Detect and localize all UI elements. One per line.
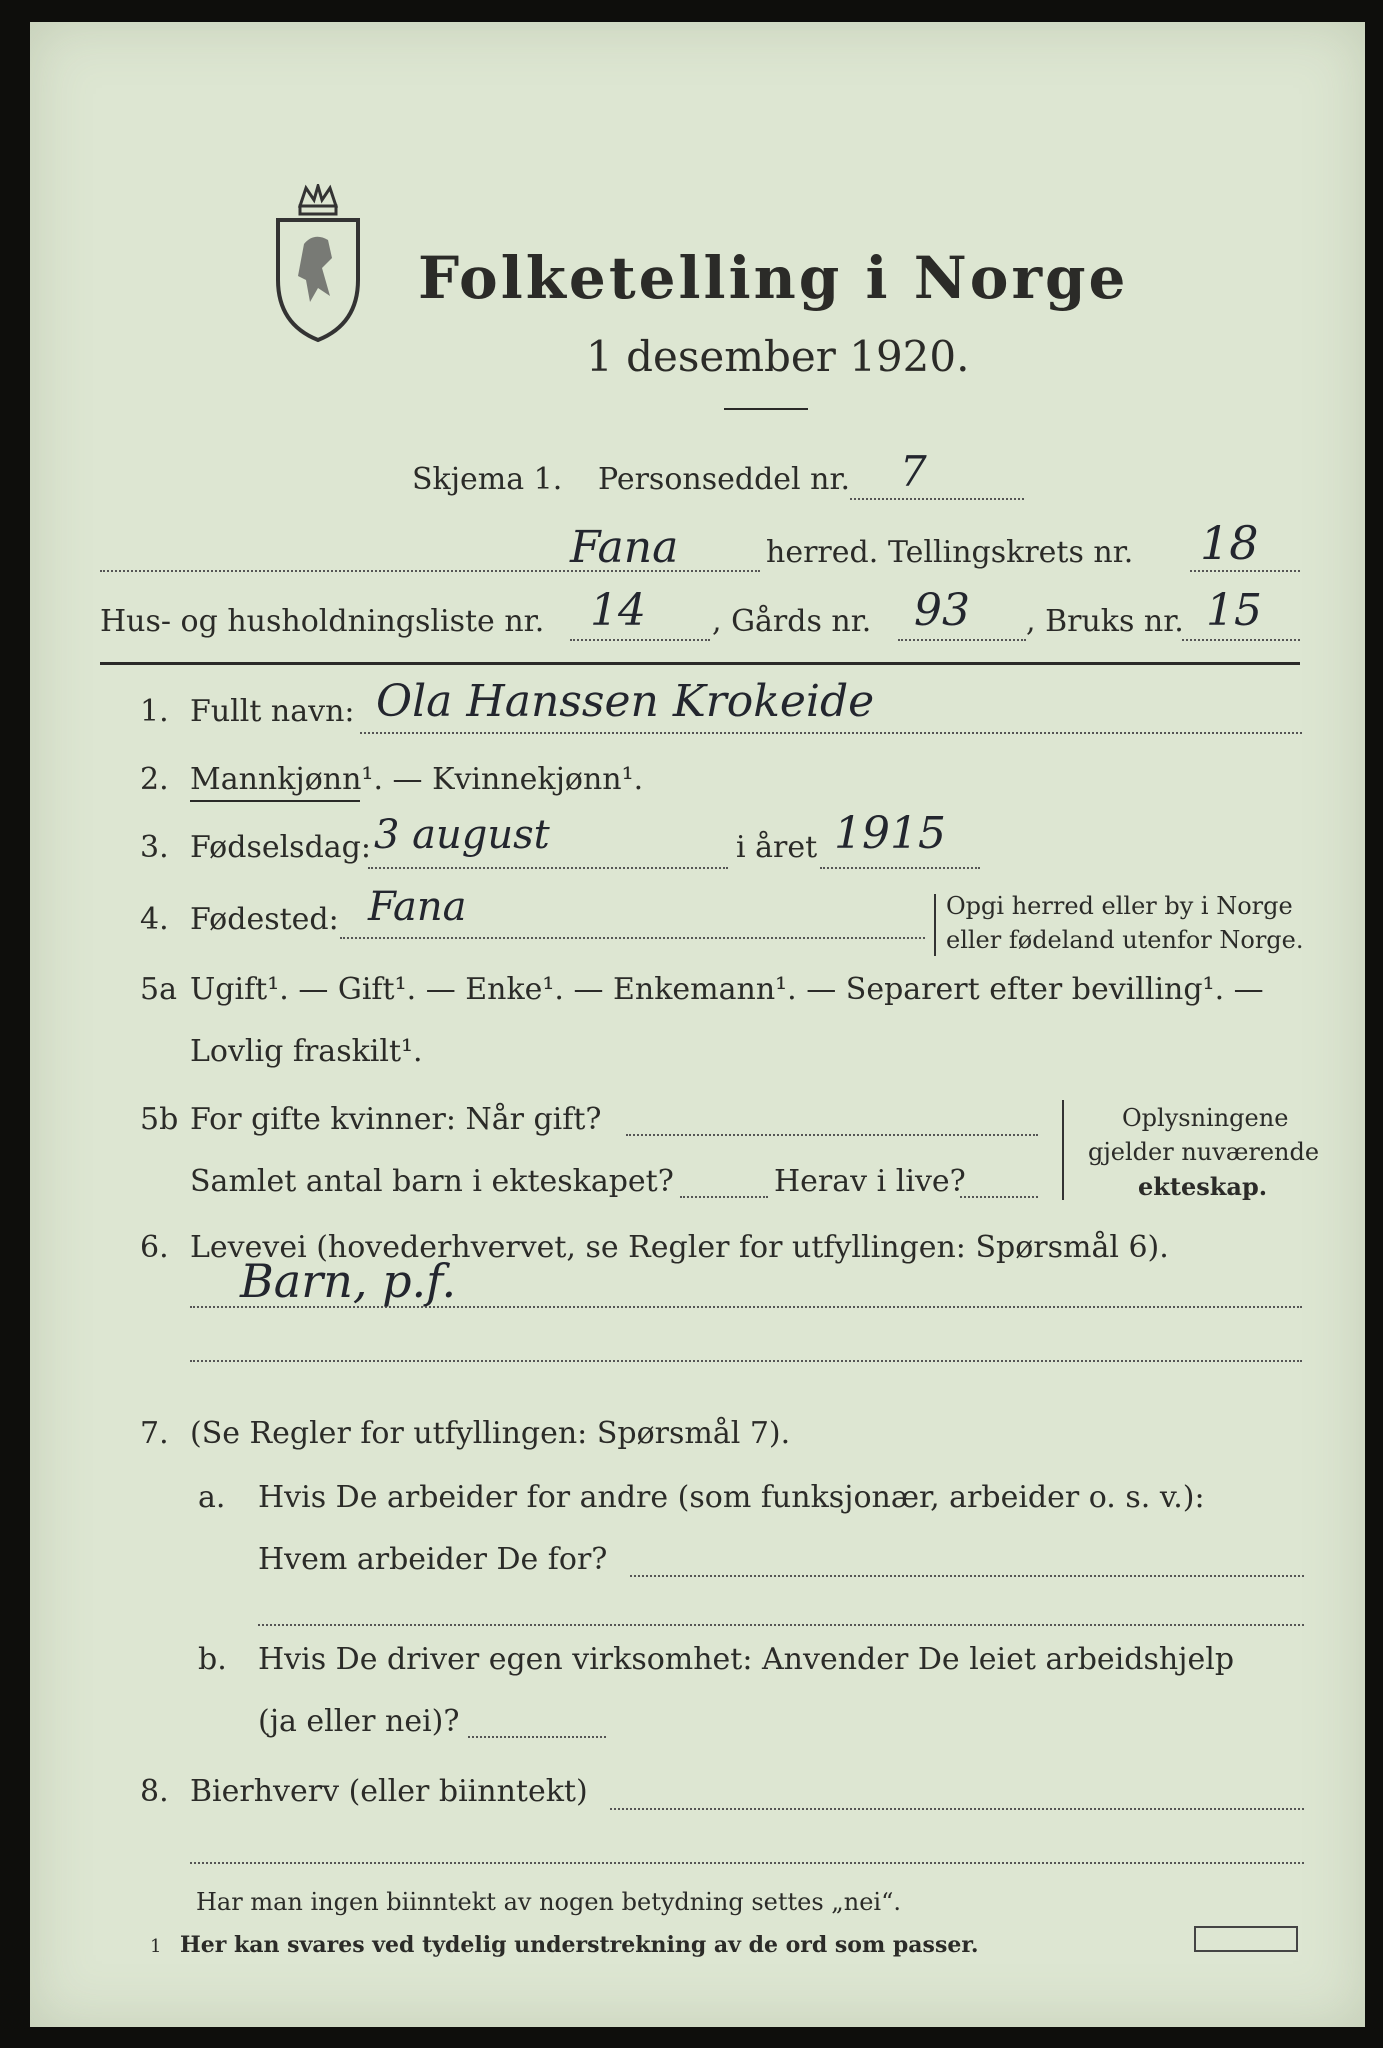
q8-number: 8. bbox=[140, 1774, 169, 1809]
skjema-label: Skjema 1. bbox=[412, 462, 563, 497]
q5a-line1: Ugift¹. — Gift¹. — Enke¹. — Enkemann¹. — Separert efter bevilling¹. — bbox=[190, 972, 1264, 1007]
footnote-text: Her kan svares ved tydelig understrekning av de ord som passer. bbox=[180, 1932, 979, 1958]
q5b-number: 5b bbox=[140, 1102, 179, 1137]
q4-note-brace bbox=[934, 894, 936, 956]
q3-line bbox=[368, 867, 728, 869]
hus-line bbox=[570, 639, 710, 641]
q5b-note2: gjelder nuværende bbox=[1088, 1138, 1320, 1166]
bruks-label: , Bruks nr. bbox=[1026, 604, 1184, 639]
herred-value: Fana bbox=[570, 522, 679, 573]
q2-label: Mannkjønn¹. — Kvinnekjønn¹. bbox=[190, 762, 644, 797]
header-rule bbox=[100, 662, 1300, 665]
children-count-line bbox=[680, 1196, 768, 1198]
bruks-line bbox=[1182, 639, 1300, 641]
year-line bbox=[820, 867, 980, 869]
q7b-number: b. bbox=[198, 1642, 227, 1677]
footnote-mark: 1 bbox=[150, 1936, 162, 1957]
q4-note-line1: Opgi herred eller by i Norge bbox=[946, 892, 1293, 920]
birth-year-value: 1915 bbox=[834, 808, 946, 859]
secondary-income-line2 bbox=[190, 1862, 1304, 1864]
q8-label: Bierhverv (eller biinntekt) bbox=[190, 1774, 588, 1809]
tellingskrets-line bbox=[1190, 570, 1300, 572]
q7-label: (Se Regler for utfyllingen: Spørsmål 7). bbox=[190, 1416, 791, 1451]
q5b-line2b: Herav i live? bbox=[774, 1164, 966, 1199]
personseddel-label: Personseddel nr. bbox=[598, 462, 851, 497]
q7a-line2: Hvem arbeider De for? bbox=[258, 1542, 608, 1577]
q5b-note-brace bbox=[1062, 1100, 1064, 1200]
birthday-value: 3 august bbox=[374, 812, 550, 858]
q5b-note3: ekteskap. bbox=[1138, 1172, 1268, 1201]
q5a-line2: Lovlig fraskilt¹. bbox=[190, 1034, 423, 1069]
printer-stamp bbox=[1194, 1926, 1298, 1952]
q3-number: 3. bbox=[140, 830, 169, 865]
q7-number: 7. bbox=[140, 1416, 169, 1451]
hired-help-line bbox=[468, 1736, 606, 1738]
q1-label: Fullt navn: bbox=[190, 694, 355, 729]
q4-number: 4. bbox=[140, 902, 169, 937]
employer-line2 bbox=[258, 1624, 1304, 1626]
title-divider bbox=[724, 408, 808, 410]
q7a-number: a. bbox=[198, 1480, 226, 1515]
form-title: Folketelling i Norge bbox=[418, 244, 1129, 312]
herred-label: herred. bbox=[766, 535, 879, 570]
q7b-line2: (ja eller nei)? bbox=[258, 1704, 460, 1739]
q3-label: Fødselsdag: bbox=[190, 830, 371, 865]
q5b-line2a: Samlet antal barn i ekteskapet? bbox=[190, 1164, 674, 1199]
footer-note: Har man ingen biinntekt av nogen betydning settes „nei“. bbox=[196, 1888, 901, 1916]
hus-value: 14 bbox=[590, 585, 646, 636]
q1-line bbox=[360, 732, 1302, 734]
q5a-number: 5a bbox=[140, 972, 177, 1007]
q6-number: 6. bbox=[140, 1230, 169, 1265]
gards-label: , Gårds nr. bbox=[712, 604, 872, 639]
q7b-line1: Hvis De driver egen virksomhet: Anvender De leiet arbeidshjelp bbox=[258, 1642, 1235, 1677]
secondary-income-line1 bbox=[610, 1808, 1304, 1810]
mannkjonn-underline bbox=[190, 800, 360, 802]
census-form bbox=[30, 22, 1365, 2027]
q6-label: Levevei (hovederhvervet, se Regler for utfyllingen: Spørsmål 6). bbox=[190, 1230, 1169, 1265]
tellingskrets-label: Tellingskrets nr. bbox=[888, 535, 1134, 570]
personseddel-value: 7 bbox=[900, 447, 927, 496]
q2-number: 2. bbox=[140, 762, 169, 797]
q7a-line1: Hvis De arbeider for andre (som funksjonær, arbeider o. s. v.): bbox=[258, 1480, 1205, 1515]
when-married-line bbox=[626, 1134, 1038, 1136]
q5b-note1: Oplysningene bbox=[1122, 1104, 1289, 1132]
q6-line2 bbox=[190, 1360, 1302, 1362]
q1-number: 1. bbox=[140, 694, 169, 729]
q5b-line1: For gifte kvinner: Når gift? bbox=[190, 1102, 602, 1137]
tellingskrets-value: 18 bbox=[1200, 516, 1259, 570]
employer-line1 bbox=[630, 1575, 1304, 1577]
personseddel-line bbox=[850, 498, 1024, 500]
gards-line bbox=[898, 639, 1026, 641]
q4-note-line2: eller fødeland utenfor Norge. bbox=[946, 926, 1304, 954]
q4-label: Fødested: bbox=[190, 902, 339, 937]
year-label: i året bbox=[736, 830, 818, 865]
coat-of-arms-icon bbox=[270, 184, 366, 344]
hus-label: Hus- og husholdningsliste nr. bbox=[100, 604, 545, 639]
full-name-value: Ola Hanssen Krokeide bbox=[376, 676, 875, 727]
census-date: 1 desember 1920. bbox=[586, 332, 970, 381]
occupation-value: Barn, p.f. bbox=[240, 1254, 457, 1308]
q4-line bbox=[340, 937, 925, 939]
bruks-value: 15 bbox=[1206, 585, 1262, 636]
children-alive-line bbox=[960, 1196, 1038, 1198]
birthplace-value: Fana bbox=[368, 884, 467, 930]
gards-value: 93 bbox=[914, 585, 970, 636]
